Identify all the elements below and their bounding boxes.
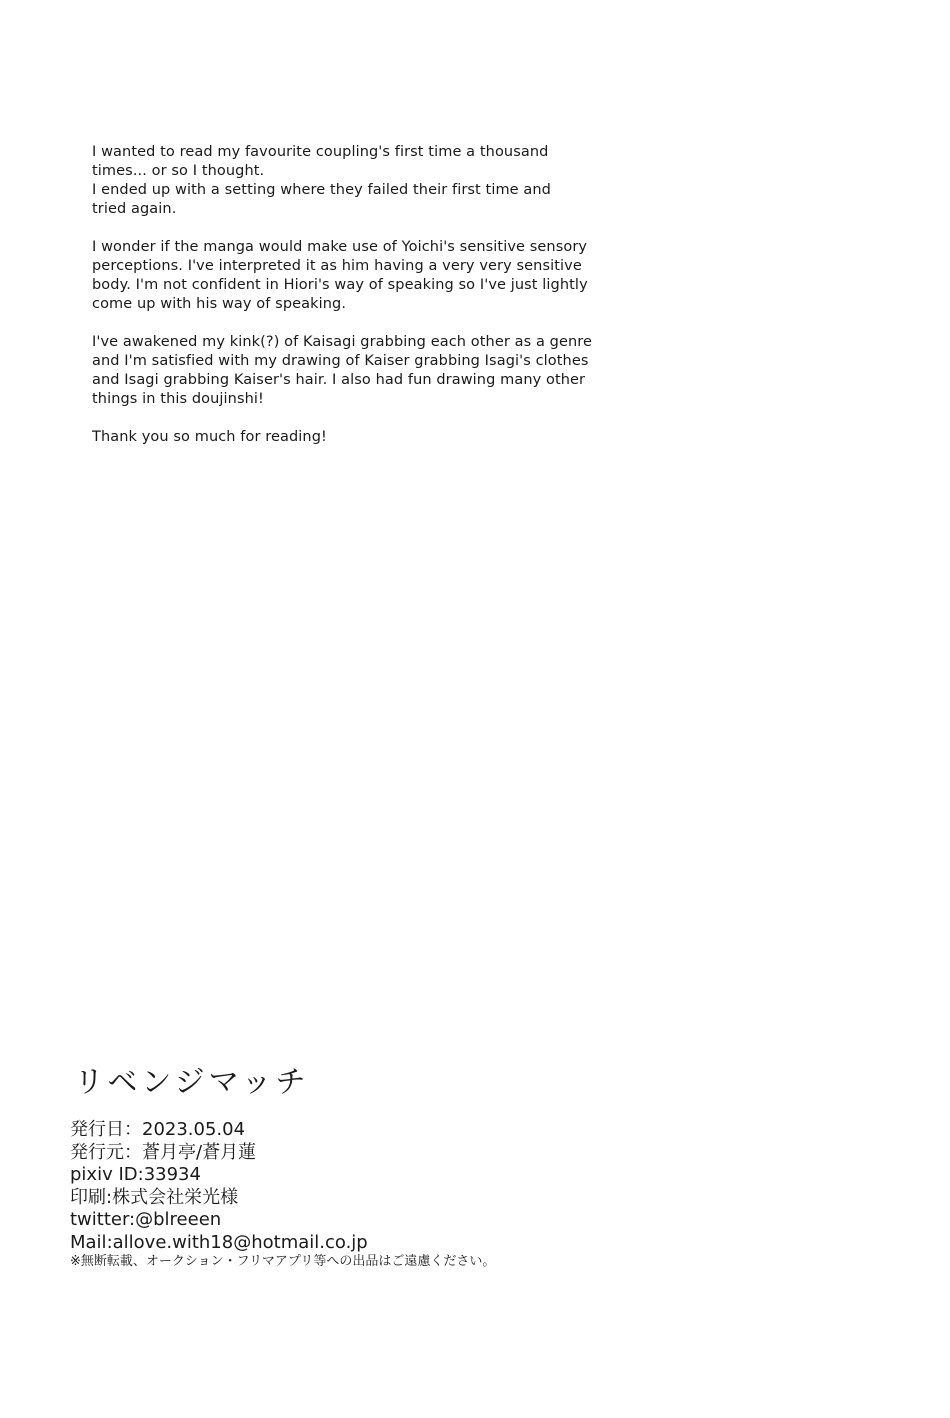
issue-date: 発行日：2023.05.04 [70,1119,246,1140]
afterword [92,143,652,466]
mail-address: Mail:allove.with18@hotmail.co.jp [70,1231,368,1253]
afterword-paragraph: I wanted to read my favourite coupling's first time a thousand times... or so I thought. I ended up with a setting where they failed their first time and tried again. [92,144,551,217]
twitter-handle: twitter:@blreeen [70,1209,222,1230]
pixiv-id: pixiv ID:33934 [70,1164,201,1185]
afterword-paragraph: Thank you so much for reading! [92,429,327,445]
colophon [70,1063,770,1270]
publisher: 発行元：蒼月亭/蒼月蓮 [70,1141,257,1163]
afterword-paragraph: I wonder if the manga would make use of Yoichi's sensitive sensory perceptions. I've interpreted it as him having a very very sensitive body. I'm not confident in Hiori's way of speaking so I've just lightly come up with his way of speaking. [92,239,588,312]
afterword-paragraph: I've awakened my kink(?) of Kaisagi grabbing each other as a genre and I'm satisfied with my drawing of Kaiser grabbing Isagi's clothes and Isagi grabbing Kaiser's hair. I also had fun drawing many other things in this doujinshi! [92,334,593,407]
book-title: リベンジマッチ [74,1065,310,1100]
reprint-notice: ※無断転載、オークション・フリマアプリ等への出品はご遠慮ください。 [70,1254,496,1269]
printer: 印刷:株式会社栄光様 [70,1186,239,1208]
